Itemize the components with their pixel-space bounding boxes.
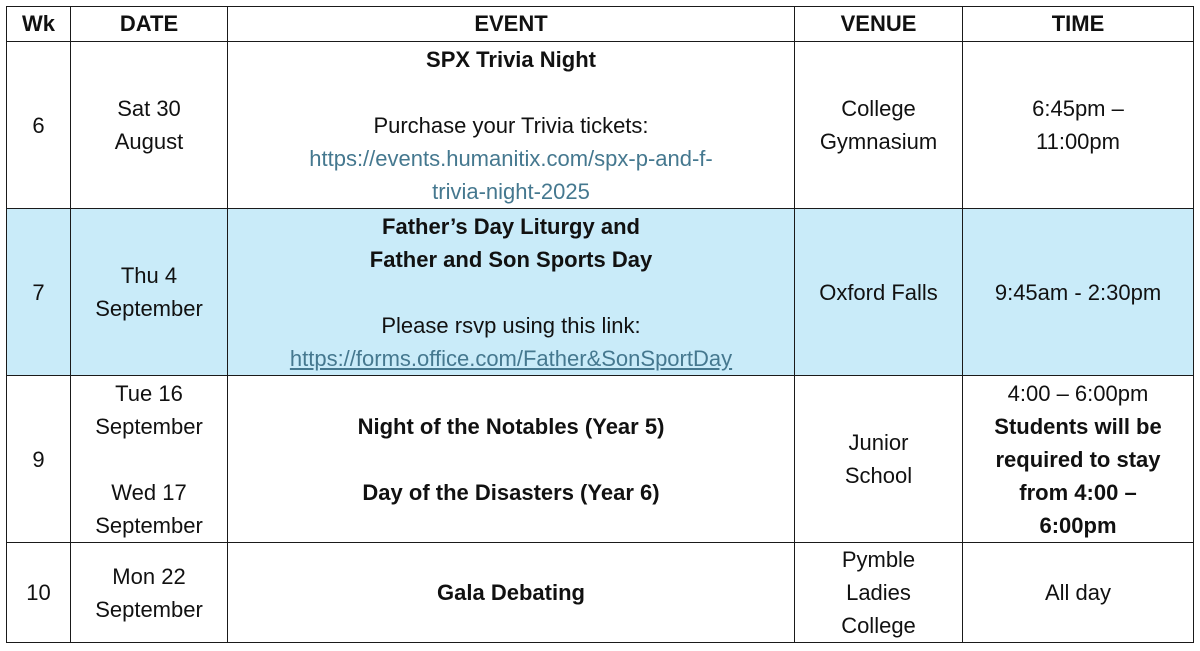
- event-note: Please rsvp using this link:: [381, 312, 641, 338]
- header-event: EVENT: [228, 7, 795, 42]
- venue-line: Junior: [848, 430, 909, 455]
- event-cell: [228, 376, 795, 543]
- header-wk: Wk: [7, 7, 71, 42]
- event-title: Day of the Disasters (Year 6): [362, 479, 660, 505]
- event-cell: [228, 543, 795, 643]
- venue-line: School: [844, 463, 913, 488]
- table-row: [7, 376, 1194, 543]
- date-line: September: [95, 296, 203, 321]
- venue-line: Pymble: [841, 547, 916, 572]
- venue-cell: Oxford Falls: [795, 209, 963, 376]
- time-line: 6:45pm –: [1032, 96, 1124, 121]
- week-cell: 9: [7, 376, 71, 543]
- date-cell: [71, 376, 228, 543]
- event-link[interactable]: [234, 142, 788, 208]
- date-cell: [71, 543, 228, 643]
- time-note-line: Students will be: [994, 413, 1162, 439]
- table-row: [7, 209, 1194, 376]
- time-note-line: from 4:00 –: [1019, 479, 1137, 505]
- time-note-line: required to stay: [995, 446, 1161, 472]
- time-line: 11:00pm: [1036, 129, 1120, 154]
- date-line: September: [95, 596, 203, 622]
- time-note-line: 6:00pm: [1039, 512, 1117, 538]
- date-line: August: [114, 129, 184, 154]
- event-note: Purchase your Trivia tickets:: [373, 112, 649, 138]
- date-line: Thu 4: [120, 263, 178, 288]
- event-title: Night of the Notables (Year 5): [357, 413, 665, 439]
- event-cell: [228, 42, 795, 209]
- venue-line: Ladies: [846, 580, 911, 605]
- header-row: [7, 7, 1194, 42]
- date-line: Mon 22: [112, 563, 186, 589]
- event-link-line: trivia-night-2025: [432, 178, 590, 204]
- date-line: Tue 16: [115, 380, 183, 406]
- time-cell: [963, 376, 1194, 543]
- header-venue: VENUE: [795, 7, 963, 42]
- time-cell: All day: [963, 543, 1194, 643]
- venue-cell: [795, 42, 963, 209]
- time-cell: [963, 42, 1194, 209]
- time-cell: 9:45am - 2:30pm: [963, 209, 1194, 376]
- events-table: [6, 6, 1194, 643]
- date-cell: [71, 42, 228, 209]
- date-line: September: [95, 512, 203, 538]
- week-cell: 10: [7, 543, 71, 643]
- table-row: [7, 543, 1194, 643]
- venue-cell: [795, 376, 963, 543]
- event-link-line: https://events.humanitix.com/spx-p-and-f-: [309, 145, 713, 171]
- event-title: Father’s Day Liturgy and: [382, 213, 640, 239]
- venue-line: College: [841, 613, 916, 638]
- week-cell: 6: [7, 42, 71, 209]
- week-cell: 7: [7, 209, 71, 376]
- venue-cell: [795, 543, 963, 643]
- table-row: [7, 42, 1194, 209]
- venue-line: College: [841, 96, 916, 121]
- event-title: Father and Son Sports Day: [369, 246, 653, 272]
- event-title: Gala Debating: [437, 580, 585, 605]
- header-time: TIME: [963, 7, 1194, 42]
- event-cell: [228, 209, 795, 376]
- time-line: 4:00 – 6:00pm: [1007, 380, 1149, 406]
- date-cell: [71, 209, 228, 376]
- event-link[interactable]: https://forms.office.com/Father&SonSportDay: [289, 345, 733, 371]
- header-date: DATE: [71, 7, 228, 42]
- venue-line: Gymnasium: [819, 129, 938, 154]
- date-line: Sat 30: [117, 96, 181, 121]
- date-line: Wed 17: [111, 479, 187, 505]
- date-line: September: [95, 413, 203, 439]
- event-title: SPX Trivia Night: [426, 46, 596, 72]
